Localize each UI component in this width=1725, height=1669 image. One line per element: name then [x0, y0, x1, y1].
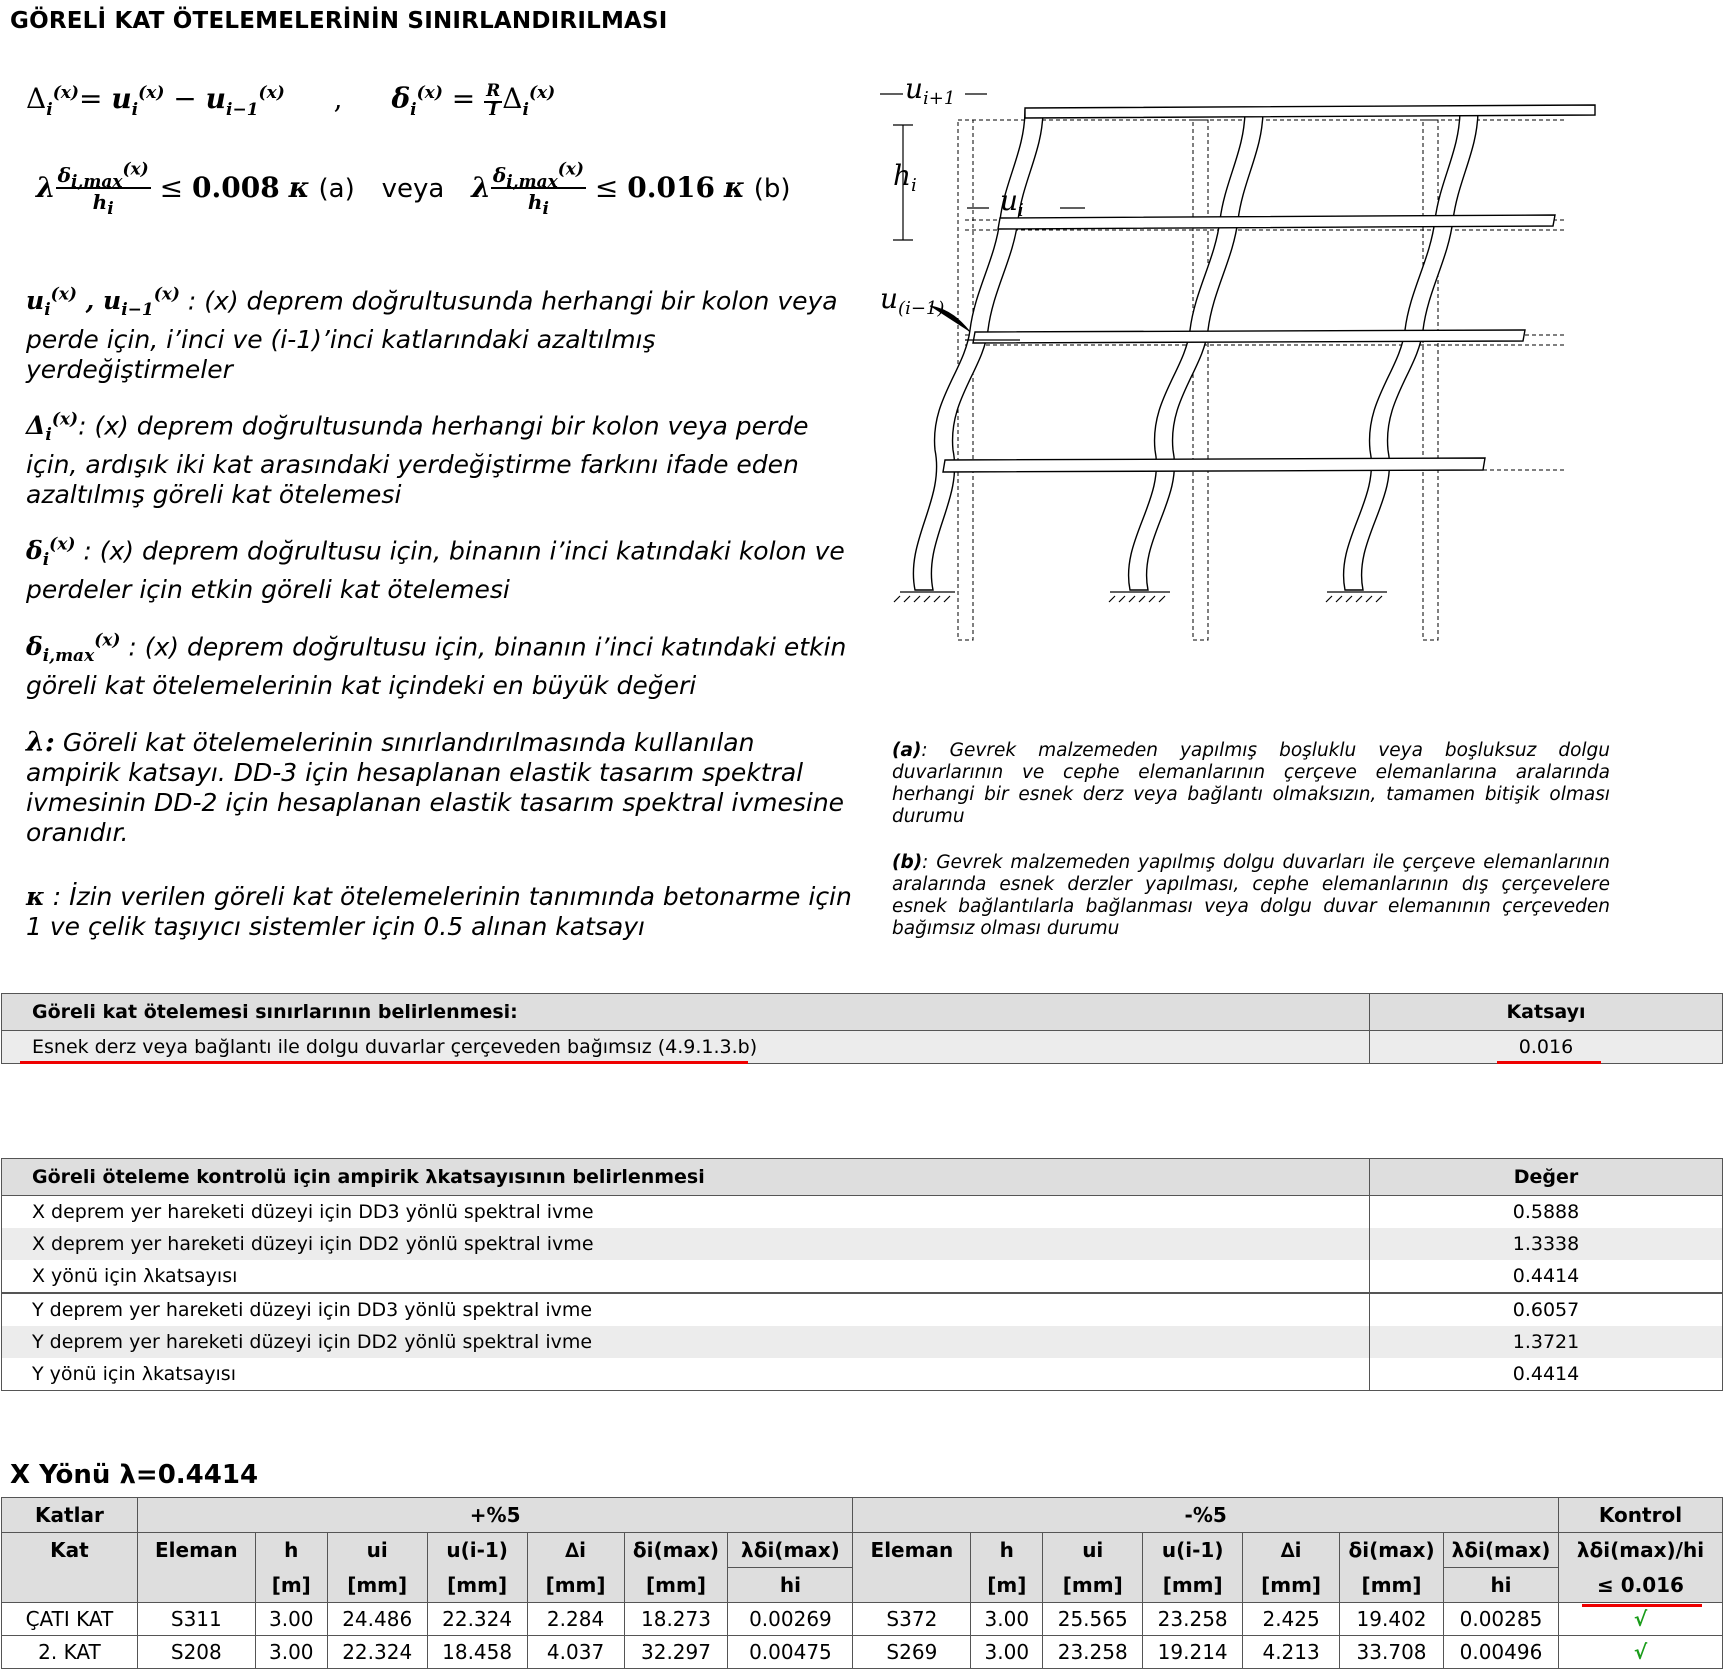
def-ddeltamax: $\delta_{i,max}^{(x)}$ : (x) deprem doğrultusu için, binanın i’inci katındaki etkin göreli kat ötelemelerinin kat içindeki en büyük değeri	[26, 631, 847, 701]
group-plus5: +%5	[137, 1498, 853, 1533]
lambda-row-label: Y deprem yer hareketi düzeyi için DD2 yönlü spektral ivme	[2, 1326, 1370, 1358]
label-u-i: $u_i$	[1000, 184, 1024, 221]
unit-hi: hi	[728, 1568, 853, 1603]
formula-separator: ,	[333, 82, 343, 116]
col-eleman: Eleman	[137, 1533, 255, 1568]
unit-limit: ≤ 0.016	[1558, 1568, 1722, 1603]
col-dmax: δi(max)	[1340, 1533, 1444, 1568]
lambda-row-value: 0.5888	[1370, 1196, 1723, 1229]
lambda-row-label: Y deprem yer hareketi düzeyi için DD3 yönlü spektral ivme	[2, 1293, 1370, 1326]
label-u-top: $u_{i+1}$	[905, 72, 956, 109]
table-row: ÇATI KAT S311 3.00 24.486 22.324 2.284 18.273 0.00269 S372 3.00 25.565 23.258 2.425 19.402 0.00285 √	[2, 1603, 1723, 1636]
veya-text: veya	[381, 174, 445, 205]
unit-mm: [mm]	[624, 1568, 728, 1603]
x-direction-table	[1, 1497, 1723, 1669]
lambda-row-value: 0.4414	[1370, 1260, 1723, 1293]
limit-a-value: 0.008	[192, 171, 280, 205]
group-minus5: -%5	[853, 1498, 1559, 1533]
limit-row-label: Esnek derz veya bağlantı ile dolgu duvarlar çerçeveden bağımsız (4.9.1.3.b)	[2, 1031, 1370, 1064]
label-h: $h_i$	[893, 159, 917, 196]
table-row: 2. KAT S208 3.00 22.324 18.458 4.037 32.297 0.00475 S269 3.00 23.258 19.214 4.213 33.708 0.00496 √	[2, 1636, 1723, 1669]
label-u-prev: $u_{(i-1)}$	[880, 282, 945, 319]
x-direction-title: X Yönü λ=0.4414	[10, 1460, 259, 1490]
table-row	[2, 1260, 1723, 1293]
limit-header-label: Göreli kat ötelemesi sınırlarının belirlenmesi:	[2, 994, 1370, 1031]
lambda-row-label: X yönü için λkatsayısı	[2, 1260, 1370, 1293]
unit-hi: hi	[1444, 1568, 1559, 1603]
lambda-row-value: 1.3338	[1370, 1228, 1723, 1260]
col-ratio: λδi(max)/hi	[1558, 1533, 1722, 1568]
formula-drift-limits: λ $\delta_{i,max}^{(x)}$ $h_i \le 0.008$ κ (a) veya λ $\delta_{i,max}^{(x)}$ $h_i \le 0.016$ κ (b)	[36, 159, 791, 220]
col-ldmax: λδi(max)	[728, 1533, 853, 1568]
table-row	[2, 1196, 1723, 1229]
col-ldmax: λδi(max)	[1444, 1533, 1559, 1568]
unit-mm: [mm]	[1043, 1568, 1143, 1603]
unit-mm: [mm]	[427, 1568, 527, 1603]
table-row	[2, 1358, 1723, 1391]
formula-drift-definition: $\Delta_i^{(x)}= u_i^{(x)} - u_{i-1}^{(x)}$ , $\delta_i^{(x)} = R$ I $\Delta_i^{(x)}$	[26, 81, 556, 120]
col-uprev: u(i-1)	[1143, 1533, 1243, 1568]
limit-row-value: 0.016	[1370, 1031, 1723, 1064]
col-ui: ui	[1043, 1533, 1143, 1568]
note-a: (a): Gevrek malzemeden yapılmış boşluklu veya boşluksuz dolgu duvarlarının ve cephe elemanlarının çerçeve elemanlarına aralarında herhangi bir esnek derz veya bağlantı olmaksızın, tamamen bitişik olması durumu	[892, 740, 1610, 827]
col-kat: Kat	[2, 1533, 138, 1568]
underline-limit-value	[1497, 1061, 1601, 1064]
table-row	[2, 1228, 1723, 1260]
group-kontrol: Kontrol	[1558, 1498, 1722, 1533]
lambda-header-value: Değer	[1370, 1159, 1723, 1196]
unit-mm: [mm]	[1340, 1568, 1444, 1603]
col-delta: ∆i	[1243, 1533, 1340, 1568]
frame-drift-figure	[875, 70, 1615, 670]
col-h: h	[255, 1533, 327, 1568]
def-kappa: κ : İzin verilen göreli kat ötelemelerinin tanımında betonarme için 1 ve çelik taşıyıcı sistemler için 0.5 alınan katsayı	[26, 882, 852, 941]
unit-m: [m]	[255, 1568, 327, 1603]
col-delta: ∆i	[527, 1533, 624, 1568]
def-ddelta: $\delta_i^{(x)}$ : (x) deprem doğrultusu için, binanın i’inci katındaki kolon ve perdeler için etkin göreli kat ötelemesi	[26, 535, 845, 605]
lambda-header-label: Göreli öteleme kontrolü için ampirik λkatsayısının belirlenmesi	[2, 1159, 1370, 1196]
label-a: (a)	[318, 174, 355, 205]
col-eleman: Eleman	[853, 1533, 971, 1568]
limit-table	[1, 993, 1723, 1064]
underline-limit-header	[1582, 1604, 1702, 1607]
lambda-row-value: 1.3721	[1370, 1326, 1723, 1358]
unit-mm: [mm]	[1243, 1568, 1340, 1603]
lambda-row-label: X deprem yer hareketi düzeyi için DD3 yönlü spektral ivme	[2, 1196, 1370, 1229]
group-katlar: Katlar	[2, 1498, 138, 1533]
limit-header-value: Katsayı	[1370, 994, 1723, 1031]
def-delta: $\Delta_i^{(x)}$: (x) deprem doğrultusunda herhangi bir kolon veya perde için, ardışık iki kat arasındaki yerdeğiştirme farkını ifade eden azaltılmış göreli kat ötelemesi	[26, 410, 809, 510]
col-h: h	[971, 1533, 1043, 1568]
label-b: (b)	[753, 174, 791, 205]
lambda-row-label: Y yönü için λkatsayısı	[2, 1358, 1370, 1391]
lambda-row-value: 0.4414	[1370, 1358, 1723, 1391]
page-title: GÖRELİ KAT ÖTELEMELERİNİN SINIRLANDIRILMASI	[10, 8, 668, 34]
table-row	[2, 1293, 1723, 1326]
limit-b-value: 0.016	[627, 171, 715, 205]
unit-m: [m]	[971, 1568, 1043, 1603]
check-icon: √	[1558, 1603, 1722, 1636]
unit-mm: [mm]	[1143, 1568, 1243, 1603]
col-ui: ui	[327, 1533, 427, 1568]
def-u: $u_i^{(x)}$ , $u_{i-1}^{(x)}$ : (x) deprem doğrultusunda herhangi bir kolon veya perde için, i’inci ve (i-1)’inci katlarındaki azaltılmış yerdeğiştirmeler	[26, 285, 838, 385]
lambda-table	[1, 1158, 1723, 1391]
col-uprev: u(i-1)	[427, 1533, 527, 1568]
check-icon: √	[1558, 1636, 1722, 1669]
def-lambda: λ: Göreli kat ötelemelerinin sınırlandırılmasında kullanılan ampirik katsayı. DD-3 için hesaplanan elastik tasarım spektral ivmesinin DD-2 için hesaplanan elastik tasarım spektral ivmesine oranıdır.	[26, 727, 845, 847]
lambda-row-label: X deprem yer hareketi düzeyi için DD2 yönlü spektral ivme	[2, 1228, 1370, 1260]
unit-mm: [mm]	[527, 1568, 624, 1603]
col-dmax: δi(max)	[624, 1533, 728, 1568]
underline-limit-label	[20, 1061, 748, 1064]
unit-mm: [mm]	[327, 1568, 427, 1603]
lambda-row-value: 0.6057	[1370, 1293, 1723, 1326]
table-row	[2, 1326, 1723, 1358]
note-b: (b): Gevrek malzemeden yapılmış dolgu duvarları ile çerçeve elemanlarının aralarında esnek derzler yapılması, cephe elemanlarının dış çerçevelere esnek bağlantılarla bağlanması veya dolgu duvar elemanının çerçeveden bağımsız olması durumu	[892, 852, 1610, 939]
